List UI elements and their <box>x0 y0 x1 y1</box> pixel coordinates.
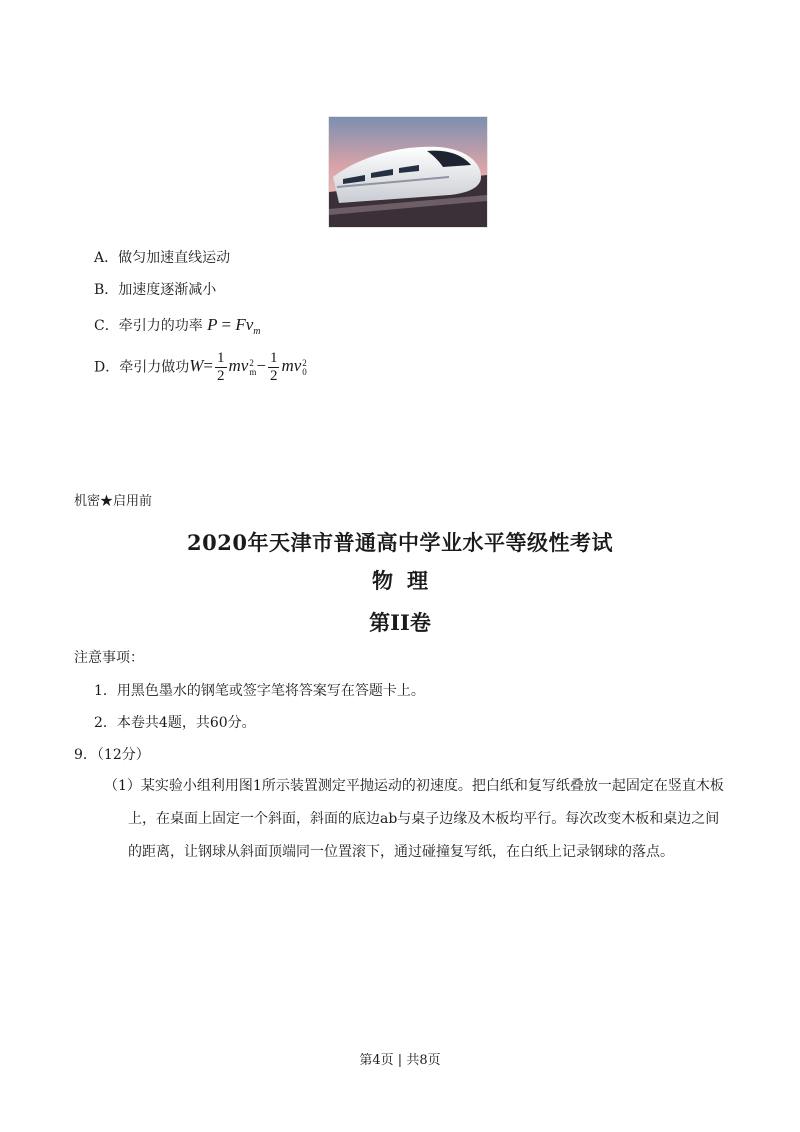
confidential-label: 机密★启用前 <box>74 494 153 509</box>
option-a-text: 做匀加速直线运动 <box>118 250 231 266</box>
option-b <box>94 280 216 300</box>
question-number: 9． <box>74 747 97 763</box>
subject-title: 物理 <box>372 568 442 593</box>
option-d-formula: W= $\frac{1}{2}$ mv 2 m − $\frac{1}{2}$ mv 2 0 <box>189 350 307 384</box>
page-footer: 第4页 | 共8页 <box>359 1053 441 1068</box>
notice-item-2: 2．本卷共4题，共60分。 <box>94 715 256 731</box>
option-a-letter: A． <box>94 250 119 266</box>
exam-title: 2020年天津市普通高中学业水平等级性考试 <box>187 530 613 555</box>
option-b-letter: B． <box>94 282 119 298</box>
train-illustration <box>329 117 487 227</box>
train-photo <box>328 116 488 228</box>
question-score: （12分） <box>96 747 150 763</box>
option-d <box>94 350 307 385</box>
option-d-letter: D． <box>94 359 120 376</box>
option-c-letter: C． <box>94 318 119 334</box>
volume-title: 第II卷 <box>369 610 431 635</box>
part-1-first-line: （1）某实验小组利用图1所示装置测定平抛运动的初速度。把白纸和复写纸叠放一起固定在竖直木板 <box>104 778 724 794</box>
question-9-heading <box>74 744 150 764</box>
part-1-body: 上，在桌面上固定一个斜面，斜面的底边ab与桌子边缘及木板均平行。每次改变木板和桌边之间的距离，让钢球从斜面顶端同一位置滚下，通过碰撞复写纸，在白纸上记录钢球的落点。 <box>128 811 720 860</box>
option-c-formula: $P = Fv_m$ <box>207 315 261 337</box>
notice-item-1: 1．用黑色墨水的钢笔或签字笔将答案写在答题卡上。 <box>94 683 425 699</box>
notice-heading: 注意事项： <box>74 650 144 666</box>
question-9-part-1 <box>104 770 724 869</box>
option-c-text: 牵引力的功率 <box>118 318 203 334</box>
option-d-text: 牵引力做功 <box>119 359 190 376</box>
option-a <box>94 248 230 268</box>
option-b-text: 加速度逐渐减小 <box>118 282 217 298</box>
option-c <box>94 315 261 342</box>
